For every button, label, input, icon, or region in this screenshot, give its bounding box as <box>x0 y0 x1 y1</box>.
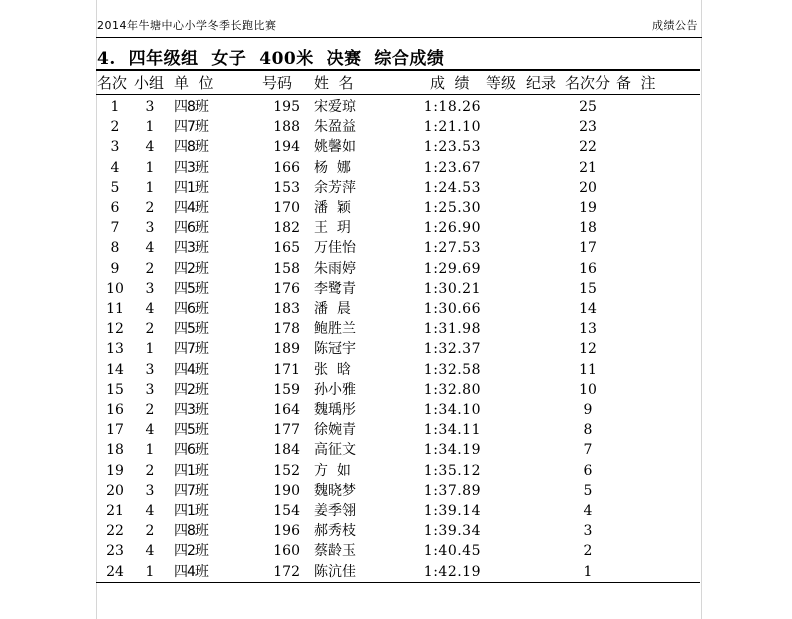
group-cell: 4 <box>145 422 155 439</box>
athlete-name-cell: 高征文 <box>314 442 356 459</box>
result-time-cell: 1:25.30 <box>423 200 481 216</box>
rank-cell: 24 <box>106 563 124 580</box>
rank-cell: 1 <box>110 99 120 115</box>
athlete-name-cell: 宋爱琼 <box>314 99 356 115</box>
rank-cell: 12 <box>106 321 124 338</box>
table-row <box>0 380 792 400</box>
result-time-cell: 1:39.14 <box>423 503 481 519</box>
unit-cell: 四6班 <box>174 301 208 317</box>
result-time-cell: 1:23.67 <box>423 159 481 176</box>
group-cell: 1 <box>145 119 155 136</box>
athlete-name-cell: 陈沆佳 <box>314 563 356 580</box>
column-header-result: 成 绩 <box>430 74 470 92</box>
rank-cell: 17 <box>106 422 124 439</box>
unit-cell: 四1班 <box>174 503 208 519</box>
table-top-rule <box>96 69 700 71</box>
result-time-cell: 1:26.90 <box>423 220 481 237</box>
unit-cell: 四8班 <box>174 523 208 540</box>
table-row <box>0 178 792 198</box>
bib-number-cell: 153 <box>273 179 300 196</box>
rank-cell: 5 <box>110 179 120 196</box>
bib-number-cell: 188 <box>273 119 300 136</box>
bib-number-cell: 184 <box>273 442 300 459</box>
rank-cell: 13 <box>106 341 124 358</box>
bib-number-cell: 172 <box>273 563 300 580</box>
group-cell: 3 <box>145 482 155 499</box>
points-cell: 7 <box>583 442 593 459</box>
rank-cell: 10 <box>106 280 124 297</box>
athlete-name-cell: 万佳怡 <box>314 240 356 257</box>
group-cell: 1 <box>145 179 155 196</box>
athlete-name-cell: 潘 晨 <box>314 301 351 317</box>
athlete-name-cell: 郝秀枝 <box>314 523 356 540</box>
bib-number-cell: 164 <box>273 402 300 418</box>
column-header-number: 号码 <box>262 74 293 92</box>
unit-cell: 四5班 <box>174 280 208 297</box>
group-cell: 4 <box>145 543 155 560</box>
result-time-cell: 1:32.37 <box>423 341 481 358</box>
table-row <box>0 339 792 359</box>
athlete-name-cell: 杨 娜 <box>314 159 351 176</box>
unit-cell: 四2班 <box>174 381 208 398</box>
athlete-name-cell: 魏晓梦 <box>314 482 356 499</box>
result-time-cell: 1:29.69 <box>423 260 481 277</box>
header-right-text: 成绩公告 <box>652 19 698 32</box>
points-cell: 8 <box>583 422 593 439</box>
rank-cell: 11 <box>106 301 124 317</box>
group-cell: 2 <box>145 200 155 216</box>
table-row <box>0 360 792 380</box>
group-cell: 1 <box>145 442 155 459</box>
table-row <box>0 279 792 299</box>
table-row <box>0 501 792 521</box>
unit-cell: 四4班 <box>174 200 208 216</box>
bib-number-cell: 176 <box>273 280 300 297</box>
athlete-name-cell: 余芳萍 <box>314 179 356 196</box>
bib-number-cell: 158 <box>273 260 300 277</box>
table-row <box>0 259 792 279</box>
group-cell: 2 <box>145 523 155 540</box>
bib-number-cell: 160 <box>273 543 300 560</box>
bib-number-cell: 170 <box>273 200 300 216</box>
athlete-name-cell: 张 晗 <box>314 361 351 378</box>
group-cell: 2 <box>145 462 155 479</box>
unit-cell: 四6班 <box>174 442 208 459</box>
rank-cell: 6 <box>110 200 120 216</box>
result-time-cell: 1:18.26 <box>423 99 481 115</box>
column-header-record: 纪录 <box>526 74 557 92</box>
result-time-cell: 1:37.89 <box>423 482 481 499</box>
bib-number-cell: 165 <box>273 240 300 257</box>
rank-cell: 14 <box>106 361 124 378</box>
table-row <box>0 541 792 561</box>
table-row <box>0 319 792 339</box>
column-header-name: 姓 名 <box>314 74 354 92</box>
group-cell: 1 <box>145 341 155 358</box>
bib-number-cell: 171 <box>273 361 300 378</box>
result-time-cell: 1:40.45 <box>423 543 481 560</box>
athlete-name-cell: 陈冠宇 <box>314 341 356 358</box>
points-cell: 22 <box>579 139 597 156</box>
points-cell: 15 <box>579 280 597 297</box>
rank-cell: 8 <box>110 240 120 257</box>
bib-number-cell: 196 <box>273 523 300 540</box>
bib-number-cell: 189 <box>273 341 300 358</box>
unit-cell: 四4班 <box>174 361 208 378</box>
rank-cell: 22 <box>106 523 124 540</box>
rank-cell: 23 <box>106 543 124 560</box>
bib-number-cell: 159 <box>273 381 300 398</box>
group-cell: 1 <box>145 563 155 580</box>
result-time-cell: 1:34.19 <box>423 442 481 459</box>
bib-number-cell: 178 <box>273 321 300 338</box>
athlete-name-cell: 姚馨如 <box>314 139 356 156</box>
points-cell: 5 <box>583 482 593 499</box>
unit-cell: 四3班 <box>174 159 208 176</box>
rank-cell: 3 <box>110 139 120 156</box>
rank-cell: 2 <box>110 119 120 136</box>
table-bottom-rule <box>96 582 700 583</box>
result-time-cell: 1:34.10 <box>423 402 481 418</box>
result-time-cell: 1:21.10 <box>423 119 481 136</box>
athlete-name-cell: 魏瑀彤 <box>314 402 356 418</box>
result-time-cell: 1:42.19 <box>423 563 481 580</box>
group-cell: 4 <box>145 139 155 156</box>
bib-number-cell: 166 <box>273 159 300 176</box>
unit-cell: 四5班 <box>174 422 208 439</box>
unit-cell: 四1班 <box>174 179 208 196</box>
unit-cell: 四1班 <box>174 462 208 479</box>
points-cell: 10 <box>579 381 597 398</box>
unit-cell: 四2班 <box>174 260 208 277</box>
points-cell: 12 <box>579 341 597 358</box>
group-cell: 3 <box>145 361 155 378</box>
rank-cell: 9 <box>110 260 120 277</box>
unit-cell: 四8班 <box>174 139 208 156</box>
points-cell: 2 <box>583 543 593 560</box>
result-time-cell: 1:31.98 <box>423 321 481 338</box>
group-cell: 1 <box>145 159 155 176</box>
athlete-name-cell: 鲍胜兰 <box>314 321 356 338</box>
table-row <box>0 117 792 137</box>
bib-number-cell: 177 <box>273 422 300 439</box>
column-header-group: 小组 <box>134 74 165 92</box>
rank-cell: 15 <box>106 381 124 398</box>
points-cell: 11 <box>579 361 597 378</box>
bib-number-cell: 154 <box>273 503 300 519</box>
points-cell: 13 <box>579 321 597 338</box>
table-row <box>0 481 792 501</box>
group-cell: 3 <box>145 381 155 398</box>
result-time-cell: 1:30.66 <box>423 301 481 317</box>
result-time-cell: 1:30.21 <box>423 280 481 297</box>
column-header-remark: 备 注 <box>616 74 656 92</box>
points-cell: 9 <box>583 402 593 418</box>
athlete-name-cell: 孙小雅 <box>314 381 356 398</box>
table-row <box>0 158 792 178</box>
column-header-grade: 等级 <box>486 74 517 92</box>
group-cell: 2 <box>145 260 155 277</box>
points-cell: 1 <box>583 563 593 580</box>
unit-cell: 四6班 <box>174 220 208 237</box>
athlete-name-cell: 朱雨婷 <box>314 260 356 277</box>
unit-cell: 四7班 <box>174 119 208 136</box>
points-cell: 20 <box>579 179 597 196</box>
group-cell: 3 <box>145 220 155 237</box>
bib-number-cell: 182 <box>273 220 300 237</box>
bib-number-cell: 194 <box>273 139 300 156</box>
unit-cell: 四7班 <box>174 482 208 499</box>
athlete-name-cell: 方 如 <box>314 462 351 479</box>
athlete-name-cell: 李鹭青 <box>314 280 356 297</box>
result-time-cell: 1:27.53 <box>423 240 481 257</box>
page-title: 4. 四年级组 女子 400米 决赛 综合成绩 <box>97 49 445 69</box>
points-cell: 4 <box>583 503 593 519</box>
rank-cell: 20 <box>106 482 124 499</box>
table-row <box>0 400 792 420</box>
rank-cell: 18 <box>106 442 124 459</box>
athlete-name-cell: 姜季翎 <box>314 503 356 519</box>
group-cell: 3 <box>145 280 155 297</box>
table-row <box>0 137 792 157</box>
unit-cell: 四8班 <box>174 99 208 115</box>
result-time-cell: 1:32.80 <box>423 381 481 398</box>
points-cell: 25 <box>579 99 597 115</box>
bib-number-cell: 183 <box>273 301 300 317</box>
table-row <box>0 562 792 582</box>
points-cell: 23 <box>579 119 597 136</box>
points-cell: 17 <box>579 240 597 257</box>
column-header-unit: 单 位 <box>174 74 214 92</box>
result-time-cell: 1:32.58 <box>423 361 481 378</box>
bib-number-cell: 195 <box>273 99 300 115</box>
points-cell: 21 <box>579 159 597 176</box>
unit-cell: 四2班 <box>174 543 208 560</box>
rank-cell: 21 <box>106 503 124 519</box>
group-cell: 3 <box>145 99 155 115</box>
group-cell: 4 <box>145 240 155 257</box>
table-row <box>0 238 792 258</box>
bib-number-cell: 190 <box>273 482 300 499</box>
rank-cell: 4 <box>110 159 120 176</box>
table-row <box>0 461 792 481</box>
points-cell: 19 <box>579 200 597 216</box>
points-cell: 6 <box>583 462 593 479</box>
result-time-cell: 1:35.12 <box>423 462 481 479</box>
group-cell: 2 <box>145 402 155 418</box>
unit-cell: 四7班 <box>174 341 208 358</box>
column-header-points: 名次分 <box>565 74 611 92</box>
group-cell: 4 <box>145 301 155 317</box>
athlete-name-cell: 蔡龄玉 <box>314 543 356 560</box>
header-divider <box>96 37 702 38</box>
result-time-cell: 1:34.11 <box>423 422 481 439</box>
header-left-text: 2014年牛塘中心小学冬季长跑比赛 <box>97 19 277 32</box>
points-cell: 14 <box>579 301 597 317</box>
table-row <box>0 440 792 460</box>
table-row <box>0 521 792 541</box>
rank-cell: 19 <box>106 462 124 479</box>
athlete-name-cell: 徐婉青 <box>314 422 356 439</box>
table-row <box>0 420 792 440</box>
points-cell: 3 <box>583 523 593 540</box>
unit-cell: 四3班 <box>174 402 208 418</box>
unit-cell: 四4班 <box>174 563 208 580</box>
athlete-name-cell: 朱盈益 <box>314 119 356 136</box>
bib-number-cell: 152 <box>273 462 300 479</box>
result-time-cell: 1:24.53 <box>423 179 481 196</box>
table-row <box>0 299 792 319</box>
rank-cell: 7 <box>110 220 120 237</box>
table-row <box>0 97 792 117</box>
points-cell: 16 <box>579 260 597 277</box>
unit-cell: 四3班 <box>174 240 208 257</box>
column-header-rank: 名次 <box>97 74 128 92</box>
table-row <box>0 198 792 218</box>
table-header-rule <box>96 94 700 95</box>
athlete-name-cell: 潘 颖 <box>314 200 351 216</box>
points-cell: 18 <box>579 220 597 237</box>
table-row <box>0 218 792 238</box>
rank-cell: 16 <box>106 402 124 418</box>
athlete-name-cell: 王 玥 <box>314 220 351 237</box>
result-time-cell: 1:39.34 <box>423 523 481 540</box>
group-cell: 2 <box>145 321 155 338</box>
group-cell: 4 <box>145 503 155 519</box>
result-time-cell: 1:23.53 <box>423 139 481 156</box>
unit-cell: 四5班 <box>174 321 208 338</box>
